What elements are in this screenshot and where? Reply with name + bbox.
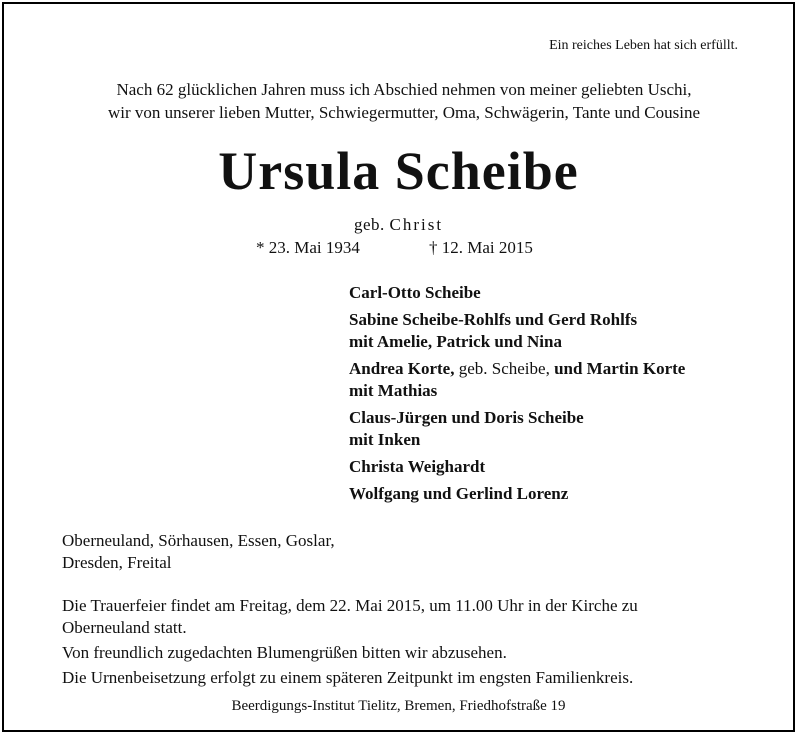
ceremony-text xyxy=(62,595,752,639)
mourner-line: mit Mathias xyxy=(349,381,438,400)
mourner-line: mit Amelie, Patrick und Nina xyxy=(349,332,562,351)
motto: Ein reiches Leben hat sich erfüllt. xyxy=(549,38,738,53)
ceremony-line-1: Die Trauerfeier findet am Freitag, dem 22. Mai 2015, um 11.00 Uhr in der Kirche zu xyxy=(62,596,638,615)
mourner-group xyxy=(349,407,685,451)
intro-text xyxy=(62,78,746,124)
mourner-group xyxy=(349,456,685,478)
mourner-group xyxy=(349,483,685,505)
intro-line-1: Nach 62 glücklichen Jahren muss ich Abschied nehmen von meiner geliebten Uschi, xyxy=(116,80,692,99)
mourner-line: Carl-Otto Scheibe xyxy=(349,283,481,302)
places-line-1: Oberneuland, Sörhausen, Essen, Goslar, xyxy=(62,531,335,550)
mourner-line: Claus-Jürgen und Doris Scheibe xyxy=(349,408,584,427)
funeral-home: Beerdigungs-Institut Tielitz, Bremen, Friedhofstraße 19 xyxy=(231,698,566,714)
mourner-partner: und Martin Korte xyxy=(554,359,686,378)
intro-line-2: wir von unserer lieben Mutter, Schwiegermutter, Oma, Schwägerin, Tante und Cousine xyxy=(108,103,700,122)
maiden-surname: Christ xyxy=(389,215,444,234)
mourner-line: Wolfgang und Gerlind Lorenz xyxy=(349,484,569,503)
ceremony-line-2: Oberneuland statt. xyxy=(62,618,187,637)
mourner-line: Sabine Scheibe-Rohlfs und Gerd Rohlfs xyxy=(349,310,638,329)
urn-note: Die Urnenbeisetzung erfolgt zu einem späteren Zeitpunkt im engsten Familienkreis. xyxy=(62,668,634,687)
places-line-2: Dresden, Freital xyxy=(62,553,172,572)
mourner-name: Andrea Korte, xyxy=(349,359,455,378)
death-date: † 12. Mai 2015 xyxy=(429,238,533,257)
obituary-notice xyxy=(2,2,795,732)
mourners-list xyxy=(349,282,685,510)
mourner-group xyxy=(349,282,685,304)
ceremony-info xyxy=(62,595,752,692)
birth-date: * 23. Mai 1934 xyxy=(256,238,360,257)
mourner-line: Christa Weighardt xyxy=(349,457,486,476)
places xyxy=(62,530,335,574)
mourner-group xyxy=(349,358,685,402)
deceased-name: Ursula Scheibe xyxy=(218,141,579,201)
maiden-prefix: geb. xyxy=(354,215,385,234)
flowers-note: Von freundlich zugedachten Blumengrüßen bitten wir abzusehen. xyxy=(62,643,507,662)
maiden-name xyxy=(354,215,443,235)
mourner-line: mit Inken xyxy=(349,430,421,449)
mourner-maiden: geb. Scheibe, xyxy=(454,359,555,378)
mourner-group xyxy=(349,309,685,353)
